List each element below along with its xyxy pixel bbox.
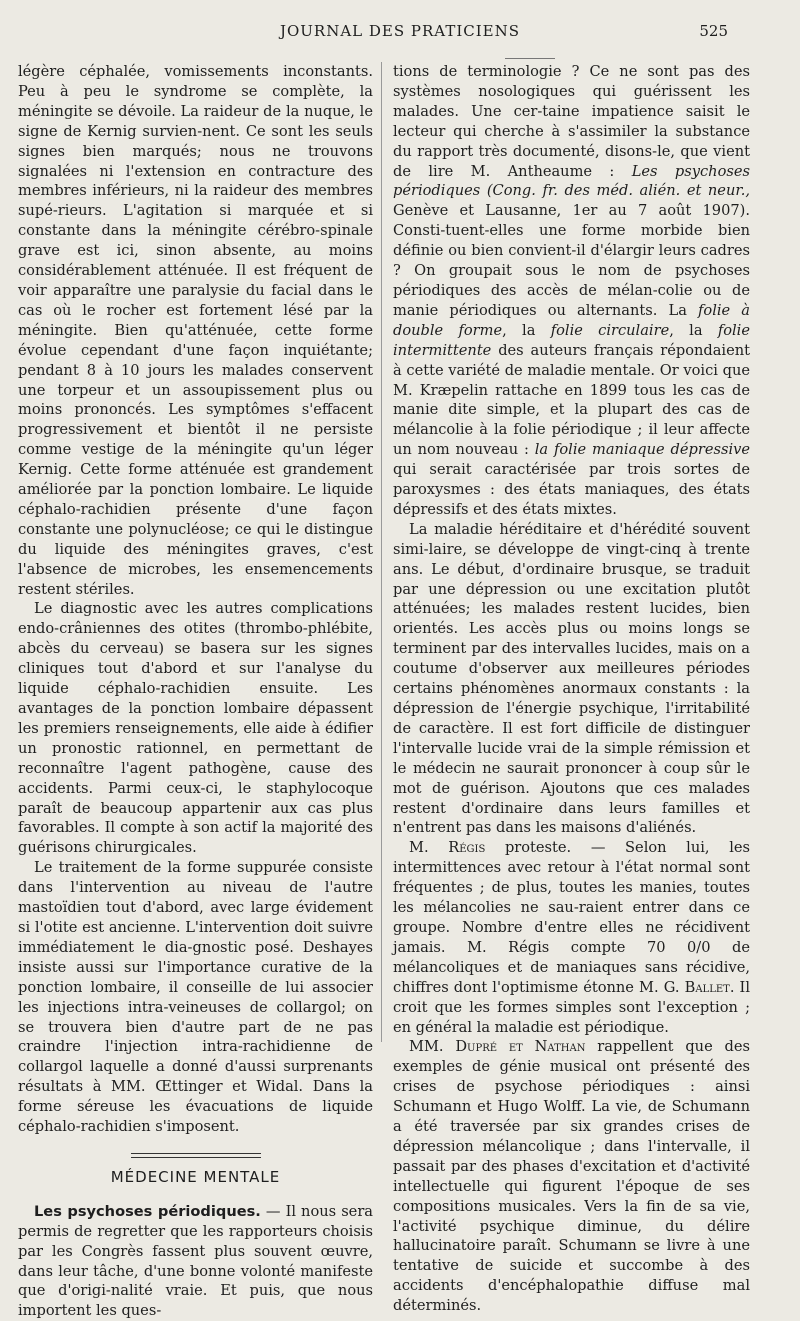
right-p3-text-b: . Il croit que les formes simples sont l'exception ; en général la maladie est périodique.: [393, 978, 750, 1036]
term-folie-maniaque: la folie maniaque dépressive: [534, 441, 751, 459]
names-dupre-nathan: MM. Dupré et Nathan: [409, 1038, 586, 1056]
left-paragraph-4: [18, 1202, 373, 1321]
right-p1-comma-1: , la: [502, 321, 551, 339]
left-paragraph-3: Le traitement de la forme suppurée consiste dans l'intervention au niveau de l'autre mastoïdien tout d'abord, avec large évidement si l'otite est ancienne. L'intervention doit suivre immédiatement le dia-gnostic posé. Deshayes insiste aussi sur l'importance curative de la ponction lombaire, il conseille de lui associer les injections intra-veineuses de collargol; on se trouvera bien d'autre part de ne pas craindre l'injection intra-rachidienne de collargol laquelle a donné d'aussi surprenants résultats à MM. Œttinger et Widal. Dans la forme séreuse les évacuations de liquide céphalo-rachidien s'imposent.: [18, 859, 373, 1136]
journal-title: JOURNAL DES PRATICIENS: [279, 22, 521, 40]
right-column: [393, 62, 750, 1316]
right-p1-text-b: Genève et Lausanne, 1er au 7 août 1907). Consti-tuent-elles une forme morbide bien définie ou bien convient-il d'élargir leurs cadres ? On groupait sous le nom de psychoses périodiques des accès de mélan-colie ou de manie périodiques ou alternants. La: [393, 202, 750, 319]
right-p3-text-a: proteste. — Selon lui, les intermittences avec retour à l'état normal sont fréquentes ; de plus, toutes les manies, toutes les mélancolies ne sau-raient entrer dans ce groupe. Nombre d'entre elles ne récidivent jamais. M. Régis compte 70 0/0 de mélancoliques et de maniaques sans récidive, chiffres dont l'optimisme étonne: [393, 839, 750, 996]
right-paragraph-3: [393, 838, 750, 1037]
article-subhead: Les psychoses périodiques.: [34, 1202, 261, 1220]
left-column: [18, 62, 373, 1321]
right-p1-reference: Les psychoses périodiques (Cong. fr. des méd. alién. et neur.,: [393, 162, 750, 200]
section-title: MÉDECINE MENTALE: [110, 1167, 281, 1186]
left-paragraph-2: Le diagnostic avec les autres complications endo-crâniennes des otites (thrombo-phlébite, abcès du cerveau) se basera sur les signes cliniques tout d'abord et sur l'analyse du liquide céphalo-rachidien ensuite. Les avantages de la ponction lombaire dépassent les premiers renseignements, elle aide à édifier un pronostic rationnel, en permettant de reconnaître l'agent pathogène, cause des accidents. Parmi ceux-ci, le staphylocoque paraît de beaucoup appartenir aux cas plus favorables. Il compte à son actif la majorité des guérisons chirurgicales.: [18, 600, 373, 857]
name-regis: M. Régis: [409, 839, 486, 857]
right-p1-text-a: tions de terminologie ? Ce ne sont pas des systèmes nosologiques qui guérissent les malades. Une cer-taine impatience saisit le lecteur qui cherche à s'assimiler la substance du rapport très documenté, disons-le, que vient de lire M. Antheaume :: [393, 63, 750, 180]
right-p1-comma-2: , la: [669, 321, 718, 339]
column-divider: [381, 62, 382, 1042]
term-folie-intermittente: folie intermittente: [393, 321, 750, 359]
right-paragraph-1: [393, 62, 750, 520]
page-number: 525: [699, 22, 728, 40]
term-folie-circulaire: folie circulaire: [550, 321, 670, 339]
left-paragraph-4-text: — Il nous sera permis de regretter que les rapporteurs choisis par les Congrès fassent plus souvent œuvre, dans leur tâche, d'une bonne volonté manifeste que d'origi-nalité vraie. Et puis, que nous importent les ques-: [18, 1202, 373, 1320]
right-p4-text: rappellent que des exemples de génie musical ont présenté des crises de psychose périodiques : ainsi Schumann et Hugo Wolff. La vie, de Schumann a été traversée par six grandes crises de dépression mélancolique ; dans l'intervalle, il passait par des phases d'excitation et d'activité intellectuelle qui figurent l'époque de ses compositions musicales. Vers la fin de sa vie, l'activité psychique diminue, du délire hallucinatoire paraît. Schumann se livre à une tentative de suicide et succombe à des accidents d'encéphalopathie diffuse mal déterminés.: [393, 1038, 750, 1315]
left-paragraph-1: légère céphalée, vomissements inconstants. Peu à peu le syndrome se complète, la méningite se dévoile. La raideur de la nuque, le signe de Kernig survien-nent. Ce sont les seuls signes bien marqués; nous ne trouvons signalées ni l'extension en contracture des membres inférieurs, ni la raideur des membres supé-rieurs. L'agitation si marquée et si constante dans la méningite cérébro-spinale grave est ici, sinon absente, au moins considérablement atténuée. Il est fréquent de voir apparaître une paralysie du facial dans le cas où le rocher est fortement lésé par la méningite. Bien qu'atténuée, cette forme évolue cependant d'une façon inquiétante; pendant 8 à 10 jours les malades conservent une torpeur et un assoupissement plus ou moins prononcés. Les symptômes s'effacent progressivement et bientôt il ne persiste comme vestige de la méningite qu'un léger Kernig. Cette forme atténuée est grandement améliorée par la ponction lombaire. Le liquide céphalo-rachidien présente d'une façon constante une polynucléose; ce qui le distingue du liquide des méningites graves, c'est l'absence de microbes, les ensemencements restent stériles.: [18, 63, 373, 598]
header-rule: [505, 58, 555, 59]
right-p1-text-c: des auteurs français répondaient à cette variété de maladie mentale. Or voici que M. Kræpelin rattache en 1899 tous les cas de manie dite simple, et la plupart des cas de mélancolie à la folie périodique ; il leur affecte un nom nouveau :: [393, 341, 750, 459]
right-paragraph-2: La maladie héréditaire et d'hérédité souvent simi-laire, se développe de vingt-cinq à trente ans. Le début, d'ordinaire brusque, se traduit par une dépression ou une excitation plutôt atténuées; les malades restent lucides, bien orientés. Les accès plus ou moins longs se terminent par des intervalles lucides, mais on a coutume d'observer aux meilleures périodes certains phénomènes anormaux constants : la dépression de l'énergie psychique, l'irritabilité de caractère. Il est fort difficile de distinguer l'intervalle lucide vrai de la simple rémission et le médecin ne saurait prononcer à coup sûr le mot de guérison. Ajoutons que ces malades restent d'ordinaire dans leurs familles et n'entrent pas dans les maisons d'aliénés.: [393, 520, 750, 837]
running-head: [0, 18, 800, 44]
section-rule: [131, 1153, 261, 1158]
name-ballet: M. G. Ballet: [639, 978, 730, 996]
term-double-forme: folie à double forme: [393, 301, 751, 339]
right-p1-text-d: qui serait caractérisée par trois sortes de paroxysmes : des états maniaques, des états dépressifs et des états mixtes.: [393, 461, 750, 518]
right-paragraph-4: [393, 1037, 750, 1316]
